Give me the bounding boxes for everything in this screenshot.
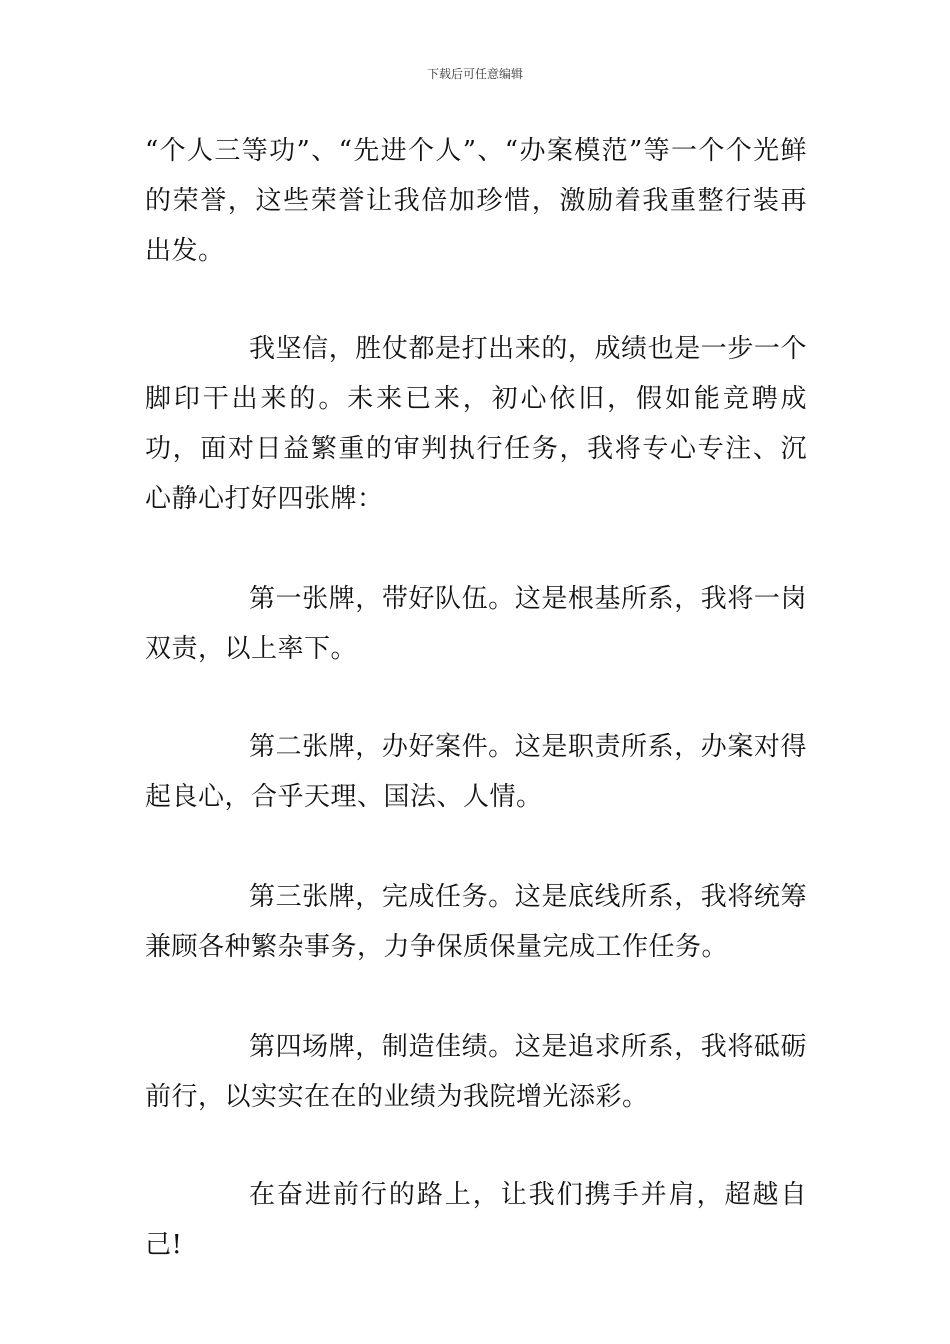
paragraph-belief: 我坚信，胜仗都是打出来的，成绩也是一步一个脚印干出来的。未来已来，初心依旧，假如能竞聘成功，面对日益繁重的审判执行任务，我将专心专注、沉心静心打好四张牌： xyxy=(145,334,807,514)
paragraph-closing: 在奋进前行的路上，让我们携手并肩，超越自己! xyxy=(145,1180,807,1260)
paragraph-card-three: 第三张牌，完成任务。这是底线所系，我将统筹兼顾各种繁杂事务，力争保质保量完成工作任务。 xyxy=(145,882,807,962)
page-header: 下载后可任意编辑 xyxy=(426,67,523,81)
paragraph-card-two: 第二张牌，办好案件。这是职责所系，办案对得起良心，合乎天理、国法、人情。 xyxy=(145,732,807,812)
paragraph-card-four: 第四场牌，制造佳绩。这是追求所系，我将砥砺前行，以实实在在的业绩为我院增光添彩。 xyxy=(145,1032,807,1112)
paragraph-honors: “个人三等功”、“先进个人”、“办案模范”等一个个光鲜的荣誉，这些荣誉让我倍加珍惜，激励着我重整行装再出发。 xyxy=(145,136,807,266)
paragraph-card-one: 第一张牌，带好队伍。这是根基所系，我将一岗双责，以上率下。 xyxy=(145,584,807,664)
